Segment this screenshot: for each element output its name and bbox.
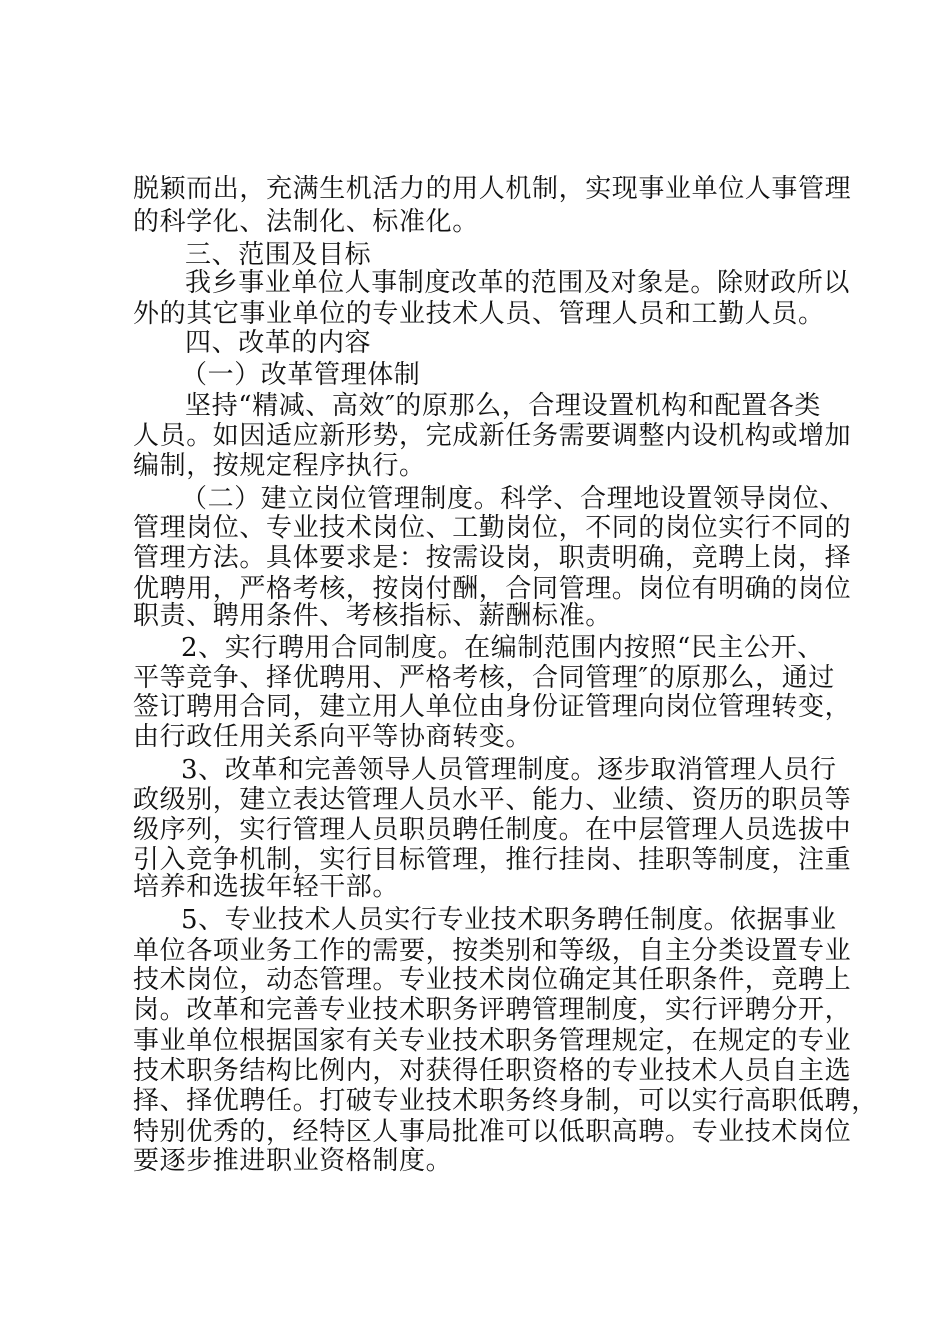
- text-line: 技术职务结构比例内，对获得任职资格的专业技术人员自主选: [133, 1056, 852, 1086]
- text-line: 事业单位根据国家有关专业技术职务管理规定，在规定的专业: [133, 1026, 852, 1056]
- text-line: 的科学化、法制化、标准化。: [133, 207, 479, 237]
- text-line: 坚持“精减、高效″的原那么，合理设置机构和配置各类: [185, 391, 822, 421]
- text-line: 由行政任用关系向平等协商转变。: [133, 722, 533, 752]
- text-line: 平等竞争、择优聘用、严格考核，合同管理″的原那么，通过: [133, 663, 835, 693]
- text-line: 外的其它事业单位的专业技术人员、管理人员和工勤人员。: [133, 299, 825, 329]
- text-line: 级序列，实行管理人员职员聘任制度。在中层管理人员选拔中: [133, 815, 852, 845]
- text-line: 技术岗位，动态管理。专业技术岗位确定其任职条件，竞聘上: [133, 965, 852, 995]
- section-heading: 三、范围及目标: [185, 240, 372, 270]
- text-line: 3、改革和完善领导人员管理制度。逐步取消管理人员行: [181, 755, 837, 785]
- text-line: 编制，按规定程序执行。: [133, 451, 426, 481]
- text-line: 管理岗位、专业技术岗位、工勤岗位，不同的岗位实行不同的: [133, 513, 852, 543]
- text-line: 培养和选拔年轻干部。: [133, 872, 400, 902]
- text-line: 2、实行聘用合同制度。在编制范围内按照“民主公开、: [181, 633, 824, 663]
- text-line: 岗。改革和完善专业技术职务评聘管理制度，实行评聘分开，: [133, 995, 852, 1025]
- text-line: 优聘用，严格考核，按岗付酬，合同管理。岗位有明确的岗位: [133, 574, 852, 604]
- text-line: 签订聘用合同，建立用人单位由身份证管理向岗位管理转变，: [133, 692, 852, 722]
- text-line: （二）建立岗位管理制度。科学、合理地设置领导岗位、: [181, 484, 847, 514]
- text-line: 特别优秀的，经特区人事局批准可以低职高聘。专业技术岗位: [133, 1117, 852, 1147]
- text-line: 5、专业技术人员实行专业技术职务聘任制度。依据事业: [181, 905, 837, 935]
- text-line: 人员。如因适应新形势，完成新任务需要调整内设机构或增加: [133, 421, 852, 451]
- text-line: 择、择优聘任。打破专业技术职务终身制，可以实行高职低聘，: [133, 1086, 878, 1116]
- text-line: 政级别，建立表达管理人员水平、能力、业绩、资历的职员等: [133, 785, 852, 815]
- subsection-heading: （一）改革管理体制: [181, 360, 421, 390]
- text-line: 要逐步推进职业资格制度。: [133, 1146, 453, 1176]
- section-heading: 四、改革的内容: [185, 328, 372, 358]
- text-line: 引入竞争机制，实行目标管理，推行挂岗、挂职等制度，注重: [133, 845, 852, 875]
- text-line: 职责、聘用条件、考核指标、薪酬标准。: [133, 601, 612, 631]
- text-line: 管理方法。具体要求是：按需设岗，职责明确，竞聘上岗，择: [133, 543, 852, 573]
- text-line: 脱颖而出，充满生机活力的用人机制，实现事业单位人事管理: [133, 174, 852, 204]
- text-line: 我乡事业单位人事制度改革的范围及对象是。除财政所以: [185, 268, 851, 298]
- text-line: 单位各项业务工作的需要，按类别和等级，自主分类设置专业: [133, 936, 852, 966]
